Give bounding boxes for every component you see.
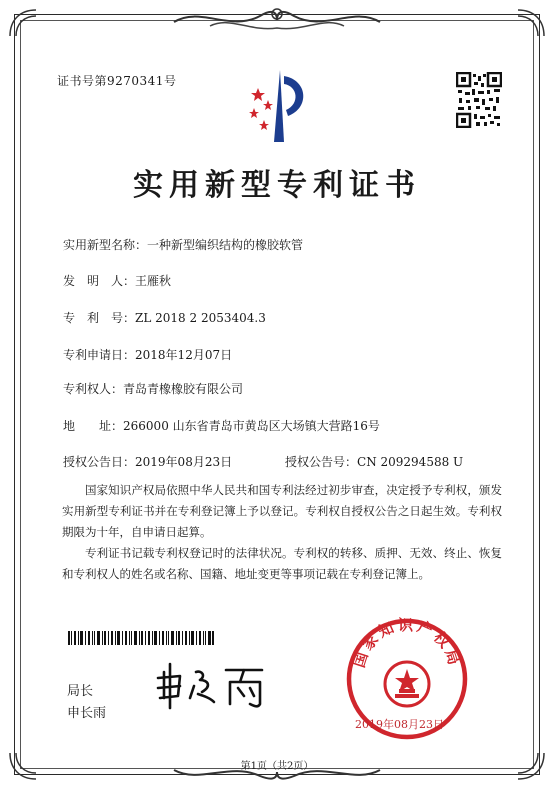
- field-announcement-date: [63, 453, 232, 470]
- signatory-title: 局长: [67, 684, 94, 699]
- field-value: ZL 2018 2 2053404.3: [135, 311, 266, 325]
- field-address: [63, 417, 380, 434]
- field-announcement-number: [285, 453, 463, 470]
- field-inventor: [63, 272, 171, 289]
- field-label: 专利申请日：: [63, 348, 136, 362]
- field-patentee: [63, 380, 243, 397]
- field-label: 实用新型名称：: [63, 238, 148, 252]
- field-value: 王雁秋: [135, 274, 172, 288]
- certificate-number: 证书号第9270341号: [57, 74, 177, 88]
- field-label: 授权公告号：: [285, 455, 358, 469]
- field-value: 青岛青橡橡胶有限公司: [123, 382, 244, 396]
- cnipa-logo-icon: [244, 66, 314, 146]
- corner-ornament-top-right: [514, 6, 548, 40]
- certificate-title: 实用新型专利证书: [133, 168, 421, 203]
- svg-text:国家知识产权局: 国家知识产权局: [349, 616, 465, 670]
- field-label: 授权公告日：: [63, 455, 136, 469]
- field-application-date: [63, 346, 232, 363]
- legal-status-paragraph: 专利证书记载专利权登记时的法律状况。专利权的转移、质押、无效、终止、恢复和专利权人的姓名或名称、国籍、地址变更等事项记载在专利登记簿上。: [62, 546, 502, 581]
- barcode-icon: [68, 631, 214, 645]
- field-value: 2018年12月07日: [135, 348, 233, 362]
- page-number: 第1页（共2页）: [240, 761, 314, 772]
- corner-ornament-top-left: [6, 6, 40, 40]
- field-value: 2019年08月23日: [135, 455, 233, 469]
- field-value: CN 209294588 U: [357, 455, 464, 469]
- field-value: 一种新型编织结构的橡胶软管: [147, 238, 304, 252]
- qr-code-icon: [456, 72, 502, 128]
- field-utility-model-name: [63, 236, 303, 253]
- handwritten-signature-icon: [150, 658, 280, 710]
- field-label: 专 利 号：: [63, 311, 136, 325]
- seal-date: 2019年08月23日: [355, 718, 444, 731]
- field-patent-number: [63, 309, 266, 326]
- top-ornament: [170, 2, 384, 36]
- field-label: 专利权人：: [63, 382, 124, 396]
- signatory-name: 申长雨: [67, 706, 107, 721]
- grant-statement-paragraph: 国家知识产权局依照中华人民共和国专利法经过初步审查，决定授予专利权，颁发实用新型专利证书并在专利登记簿上予以登记。专利权自授权公告之日起生效。专利权期限为十年，自申请日起算。: [62, 483, 502, 539]
- field-value: 266000 山东省青岛市黄岛区大场镇大营路16号: [123, 419, 380, 433]
- field-label: 发 明 人：: [63, 274, 136, 288]
- field-label: 地 址：: [63, 419, 124, 433]
